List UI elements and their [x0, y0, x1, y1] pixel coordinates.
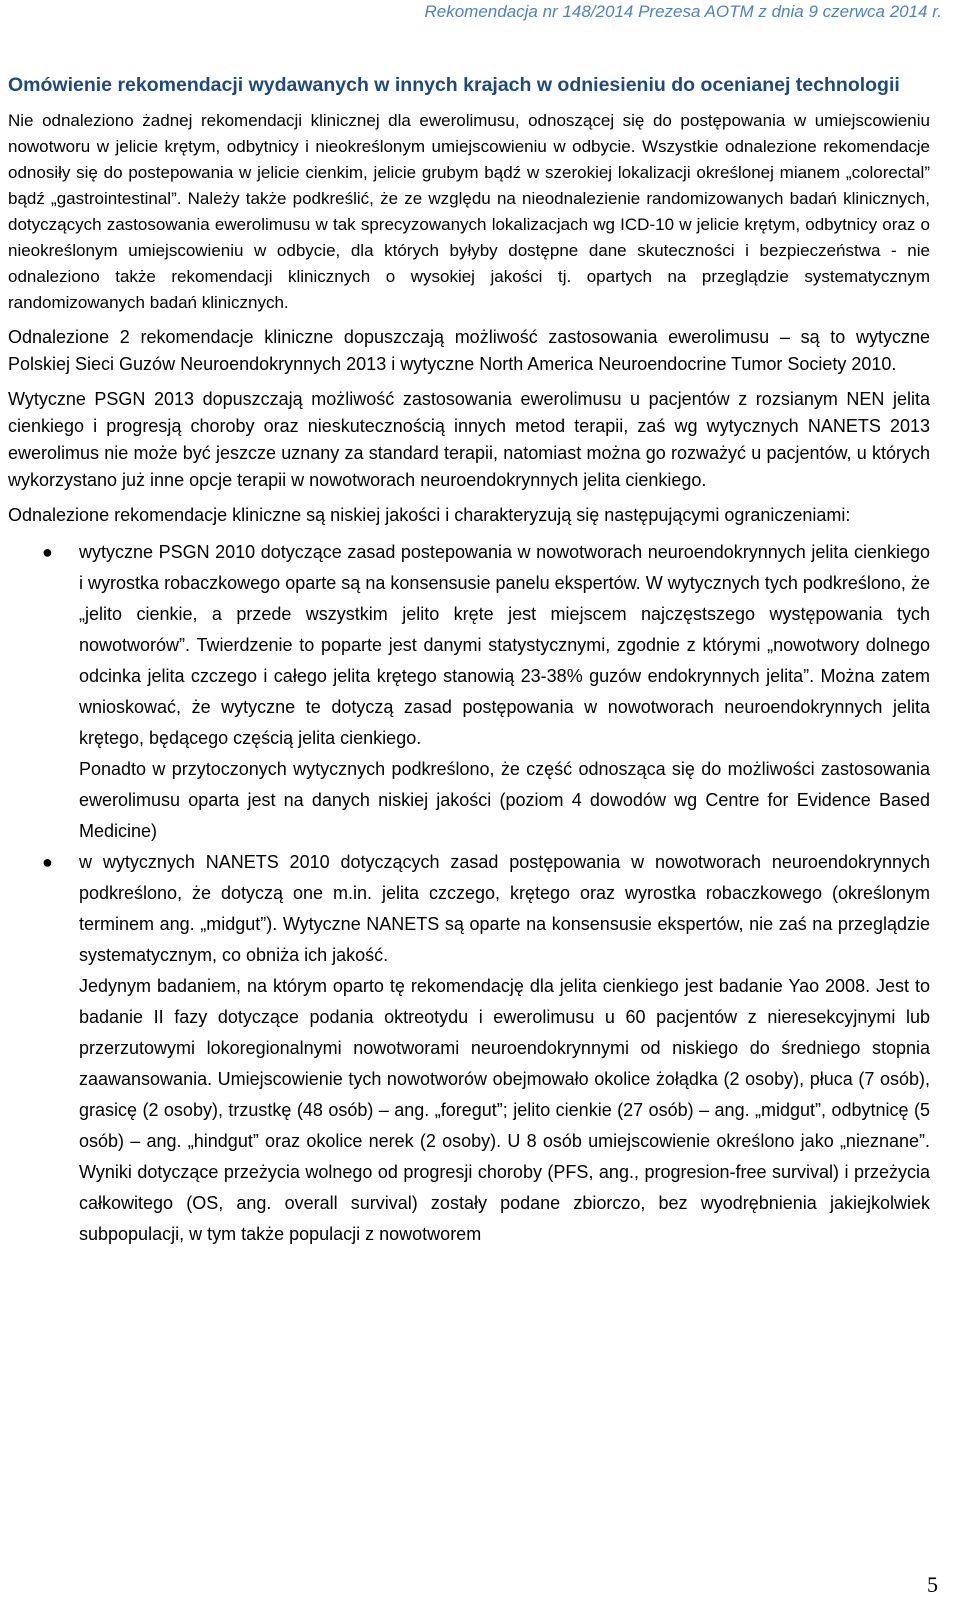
- bullet-icon: ●: [42, 542, 53, 562]
- bullet-icon: ●: [42, 852, 53, 872]
- page-number: 5: [927, 1572, 938, 1597]
- list-item: [8, 537, 930, 847]
- paragraph-limitations-intro: Odnalezione rekomendacje kliniczne są niskiej jakości i charakteryzują się następującymi ograniczeniami:: [8, 505, 851, 525]
- intro-paragraph: Nie odnaleziono żadnej rekomendacji klinicznej dla ewerolimusu, odnoszącej się do postępowania w umiejscowieniu nowotworu w jelicie krętym, odbytnicy i nieokreślonym umiejscowieniu w odbycie. Wszystkie odnalezione rekomendacje odnosiły się do postepowania w jelicie cienkim, jelicie grubym bądź w szerokiej lokalizacji określonej mianem „colorectal” bądź „gastrointestinal”. Należy także podkreślić, że ze względu na nieodnalezienie randomizowanych badań klinicznych, dotyczących zastosowania ewerolimusu w tak sprecyzowanych lokalizacjach wg ICD-10 w jelicie krętym, odbytnicy oraz o nieokreślonym umiejscowieniu w odbycie, dla których byłyby dostępne dane skuteczności i bezpieczeństwa - nie odnaleziono także rekomendacji klinicznych o wysokiej jakości tj. opartych na przeglądzie systematycznym randomizowanych badań klinicznych.: [8, 111, 930, 312]
- section-heading: Omówienie rekomendacji wydawanych w innych krajach w odniesieniu do ocenianej technologii: [8, 74, 900, 96]
- limitations-list: [8, 537, 930, 1250]
- paragraph-recommendations-found: Odnalezione 2 rekomendacje kliniczne dopuszczają możliwość zastosowania ewerolimusu – są to wytyczne Polskiej Sieci Guzów Neuroendokrynnych 2013 i wytyczne North America Neuroendocrine Tumor Society 2010.: [8, 327, 930, 374]
- list-item-text: w wytycznych NANETS 2010 dotyczących zasad postępowania w nowotworach neuroendokrynnych podkreślono, że dotyczą one m.in. jelita czczego, krętego oraz wyrostka robaczkowego (określonym terminem ang. „midgut”). Wytyczne NANETS są oparte na konsensusie ekspertów, nie zaś na przeglądzie systematycznym, co obniża ich jakość.: [79, 852, 930, 965]
- page-content: [8, 72, 930, 1250]
- running-header: Rekomendacja nr 148/2014 Prezesa AOTM z dnia 9 czerwca 2014 r.: [424, 2, 942, 21]
- paragraph-psgn-nanets: Wytyczne PSGN 2013 dopuszczają możliwość zastosowania ewerolimusu u pacjentów z rozsianym NEN jelita cienkiego i progresją choroby oraz nieskutecznością innych metod terapii, zaś wg wytycznych NANETS 2013 ewerolimus nie może być jeszcze uznany za standard terapii, natomiast można go rozważyć u pacjentów, u których wykorzystano już inne opcje terapii w nowotworach neuroendokrynnych jelita cienkiego.: [8, 389, 930, 490]
- list-item-text: wytyczne PSGN 2010 dotyczące zasad postepowania w nowotworach neuroendokrynnych jelita cienkiego i wyrostka robaczkowego oparte są na konsensusie panelu ekspertów. W wytycznych tych podkreślono, że „jelito cienkie, a przede wszystkim jelito kręte jest miejscem najczęstszego występowania tych nowotworów”. Twierdzenie to poparte jest danymi statystycznymi, zgodnie z którymi „nowotwory dolnego odcinka jelita czczego i całego jelita krętego stanowią 23-38% guzów endokrynnych jelita”. Można zatem wnioskować, że wytyczne te dotyczą zasad postępowania w nowotworach neuroendokrynnych jelita krętego, będącego częścią jelita cienkiego.: [79, 542, 930, 748]
- list-item: [8, 847, 930, 1250]
- list-item-text: Jedynym badaniem, na którym oparto tę rekomendację dla jelita cienkiego jest badanie Yao 2008. Jest to badanie II fazy dotyczące podania oktreotydu i ewerolimusu u 60 pacjentów z nieresekcyjnymi lub przerzutowymi lokoregionalnymi nowotworami neuroendokrynnymi od niskiego do średniego stopnia zaawansowania. Umiejscowienie tych nowotworów obejmowało okolice żołądka (2 osoby), płuca (7 osób), grasicę (2 osoby), trzustkę (48 osób) – ang. „foregut”; jelito cienkie (27 osób) – ang. „midgut”, odbytnicę (5 osób) – ang. „hindgut” oraz okolice nerek (2 osoby). U 8 osób umiejscowienie określono jako „nieznane”. Wyniki dotyczące przeżycia wolnego od progresji choroby (PFS, ang., progresion-free survival) i przeżycia całkowitego (OS, ang. overall survival) zostały podane zbiorczo, bez wyodrębnienia jakiejkolwiek subpopulacji, w tym także populacji z nowotworem: [79, 976, 930, 1244]
- list-item-text: Ponadto w przytoczonych wytycznych podkreślono, że część odnosząca się do możliwości zastosowania ewerolimusu oparta jest na danych niskiej jakości (poziom 4 dowodów wg Centre for Evidence Based Medicine): [79, 759, 930, 841]
